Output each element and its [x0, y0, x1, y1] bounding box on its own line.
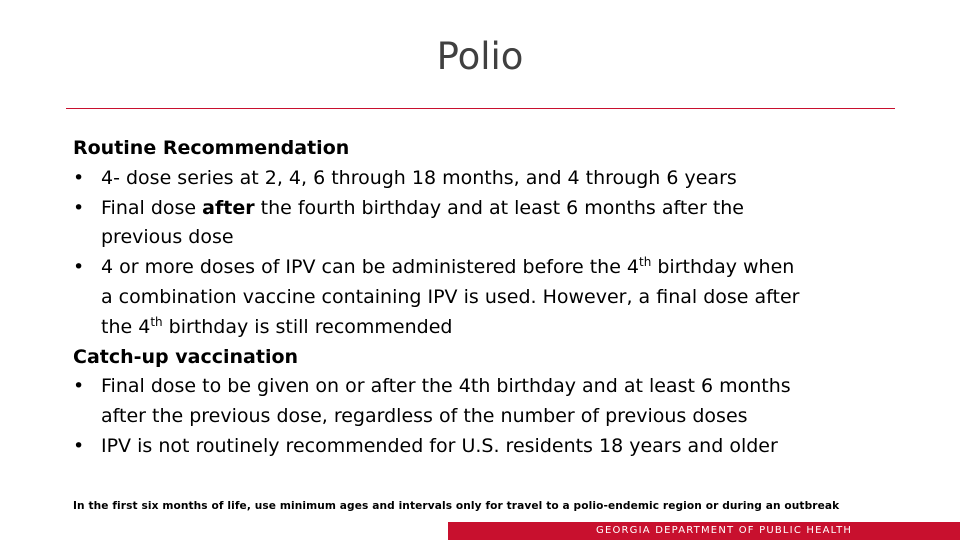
slide-title: Polio	[436, 35, 524, 78]
text-run: the fourth birthday and at least 6 months after the	[254, 196, 745, 219]
bullet-text-line	[101, 313, 933, 343]
routine-bullet-list	[73, 164, 933, 343]
slide-body	[73, 134, 933, 462]
text-run: Final dose	[101, 196, 203, 219]
bullet-text-line: a combination vaccine containing IPV is used. However, a final dose after	[101, 285, 800, 308]
section-heading-routine: Routine Recommendation	[73, 137, 350, 159]
bullet-icon: •	[73, 166, 85, 189]
bullet-icon: •	[73, 375, 85, 398]
superscript: th	[639, 255, 652, 270]
bullet-icon: •	[73, 434, 85, 457]
bullet-text-line: after the previous dose, regardless of the number of previous doses	[101, 405, 748, 428]
bullet-text-line: IPV is not routinely recommended for U.S. residents 18 years and older	[101, 434, 778, 457]
emphasis-text: after	[202, 196, 255, 219]
list-item	[73, 164, 933, 194]
list-item	[73, 194, 933, 254]
bullet-icon: •	[73, 196, 85, 219]
bullet-icon: •	[73, 256, 85, 279]
superscript: th	[150, 314, 163, 329]
footer-bar	[448, 522, 960, 540]
catch-up-bullet-list	[73, 372, 933, 461]
section-heading-catch-up: Catch-up vaccination	[73, 345, 299, 368]
bullet-text: 4- dose series at 2, 4, 6 through 18 months, and 4 through 6 years	[101, 166, 737, 189]
bullet-text-line: previous dose	[101, 226, 234, 249]
footnote: In the first six months of life, use minimum ages and intervals only for travel to a polio-endemic region or during an outbreak	[73, 500, 840, 512]
text-run: birthday is still recommended	[162, 315, 453, 338]
text-run: 4 or more doses of IPV can be administered before the 4	[101, 256, 640, 279]
list-item	[73, 253, 933, 342]
footer-org-name: GEORGIA DEPARTMENT OF PUBLIC HEALTH	[596, 525, 853, 536]
bullet-text-line	[101, 194, 933, 224]
list-item	[73, 432, 933, 462]
title-divider	[66, 108, 895, 109]
list-item	[73, 372, 933, 432]
text-run: birthday when	[651, 256, 795, 279]
bullet-text-line	[101, 253, 933, 283]
text-run: the 4	[101, 315, 151, 338]
bullet-text-line: Final dose to be given on or after the 4th birthday and at least 6 months	[101, 375, 791, 398]
